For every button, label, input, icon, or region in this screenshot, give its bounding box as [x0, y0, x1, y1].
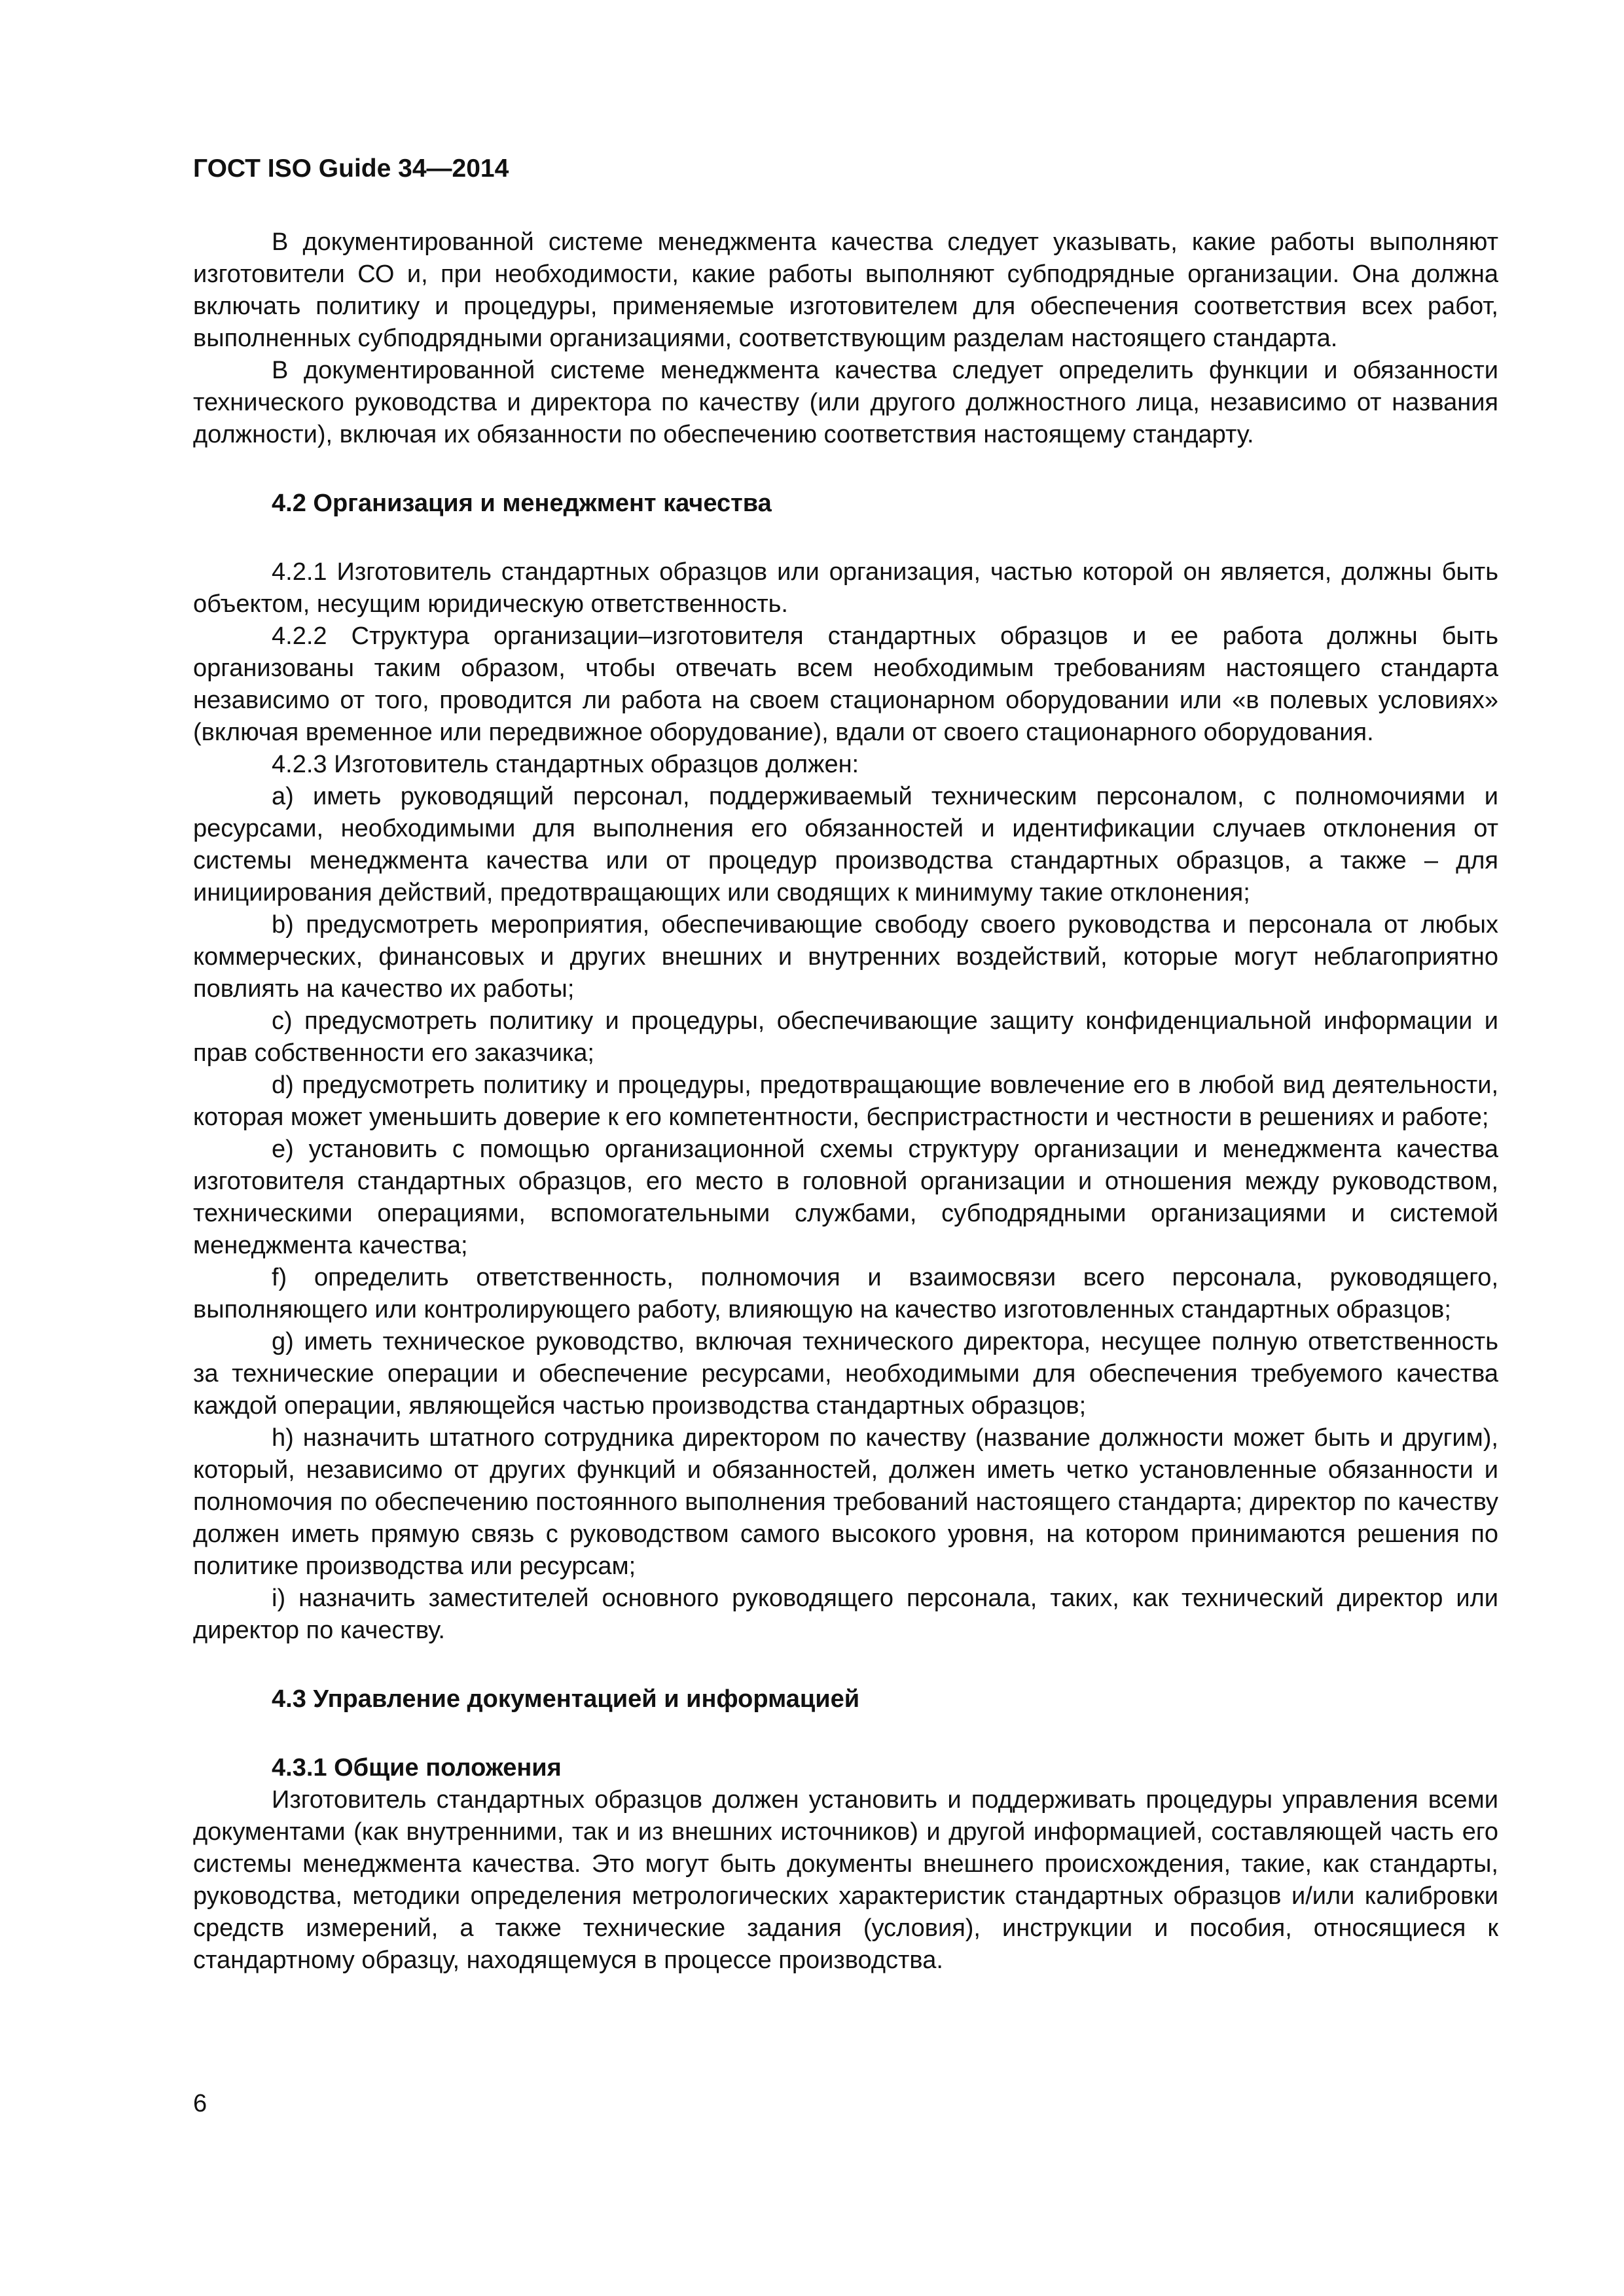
intro-paragraph: В документированной системе менеджмента качества следует определить функции и обязанности технического руководства и директора по качеству (или другого должностного лица, независимо от названия должности), включая их обязанности по обеспечению соответствия настоящему стандарту.	[193, 357, 1498, 448]
list-item-h: h) назначить штатного сотрудника директором по качеству (название должности может быть и другим), который, независимо от других функций и обязанностей, должен иметь четко установленные обязанности и полномочия по обеспечению постоянного выполнения требований настоящего стандарта; директор по качеству должен иметь прямую связь с руководством самого высокого уровня, на котором принимаются решения по политике производства или ресурсам;	[193, 1424, 1498, 1580]
list-item-d: d) предусмотреть политику и процедуры, предотвращающие вовлечение его в любой вид деятельности, которая может уменьшить доверие к его компетентности, беспристрастности и честности в решениях и работе;	[193, 1071, 1498, 1131]
list-item-g: g) иметь техническое руководство, включая технического директора, несущее полную ответственность за технические операции и обеспечение ресурсами, необходимыми для обеспечения требуемого качества каждой операции, являющейся частью производства стандартных образцов;	[193, 1328, 1498, 1420]
section-heading-4-3: 4.3 Управление документацией и информацией	[272, 1685, 860, 1713]
list-item-e: e) установить с помощью организационной схемы структуру организации и менеджмента качества изготовителя стандартных образцов, его место в головной организации и отношения между руководством, техническими операциями, вспомогательными службами, субподрядными организациями и системой менеджмента качества;	[193, 1136, 1498, 1259]
clause-4-2-2: 4.2.2 Структура организации–изготовителя стандартных образцов и ее работа должны быть организованы таким образом, чтобы отвечать всем необходимым требованиям настоящего стандарта независимо от того, проводится ли работа на своем стационарном оборудовании или «в полевых условиях» (включая временное или передвижное оборудование), вдали от своего стационарного оборудования.	[193, 622, 1498, 746]
subsection-heading-4-3-1: 4.3.1 Общие положения	[272, 1754, 562, 1782]
list-item-i: i) назначить заместителей основного руководящего персонала, таких, как технический директор или директор по качеству.	[193, 1585, 1498, 1644]
section-heading-4-2: 4.2 Организация и менеджмент качества	[272, 490, 772, 517]
intro-paragraph: В документированной системе менеджмента качества следует указывать, какие работы выполняют изготовители СО и, при необходимости, какие работы выполняют субподрядные организации. Она должна включать политику и процедуры, применяемые изготовителем для обеспечения соответствия всех работ, выполненных субподрядными организациями, соответствующим разделам настоящего стандарта.	[193, 228, 1498, 352]
list-item-b: b) предусмотреть мероприятия, обеспечивающие свободу своего руководства и персонала от любых коммерческих, финансовых и других внешних и внутренних воздействий, которые могут неблагоприятно повлиять на качество их работы;	[193, 911, 1498, 1003]
document-header: ГОСТ ISO Guide 34—2014	[193, 154, 509, 183]
clause-4-2-1: 4.2.1 Изготовитель стандартных образцов или организация, частью которой он является, должны быть объектом, несущим юридическую ответственность.	[193, 558, 1498, 618]
list-item-a: a) иметь руководящий персонал, поддерживаемый техническим персоналом, с полномочиями и ресурсами, необходимыми для выполнения его обязанностей и идентификации случаев отклонения от системы менеджмента качества или от процедур производства стандартных образцов, а также – для инициирования действий, предотвращающих или сводящих к минимуму такие отклонения;	[193, 783, 1498, 906]
page-number: 6	[193, 2090, 208, 2117]
list-item-c: c) предусмотреть политику и процедуры, обеспечивающие защиту конфиденциальной информации и прав собственности его заказчика;	[193, 1007, 1498, 1067]
list-item-f: f) определить ответственность, полномочия и взаимосвязи всего персонала, руководящего, выполняющего или контролирующего работу, влияющую на качество изготовленных стандартных образцов;	[193, 1264, 1498, 1323]
clause-4-3-1-body: Изготовитель стандартных образцов должен установить и поддерживать процедуры управления всеми документами (как внутренними, так и из внешних источников) и другой информацией, составляющей часть его системы менеджмента качества. Это могут быть документы внешнего происхождения, такие, как стандарты, руководства, методики определения метрологических характеристик стандартных образцов и/или калибровки средств измерений, а также технические задания (условия), инструкции и пособия, относящиеся к стандартному образцу, находящемуся в процессе производства.	[193, 1786, 1498, 1974]
clause-4-2-3: 4.2.3 Изготовитель стандартных образцов должен:	[272, 751, 859, 778]
